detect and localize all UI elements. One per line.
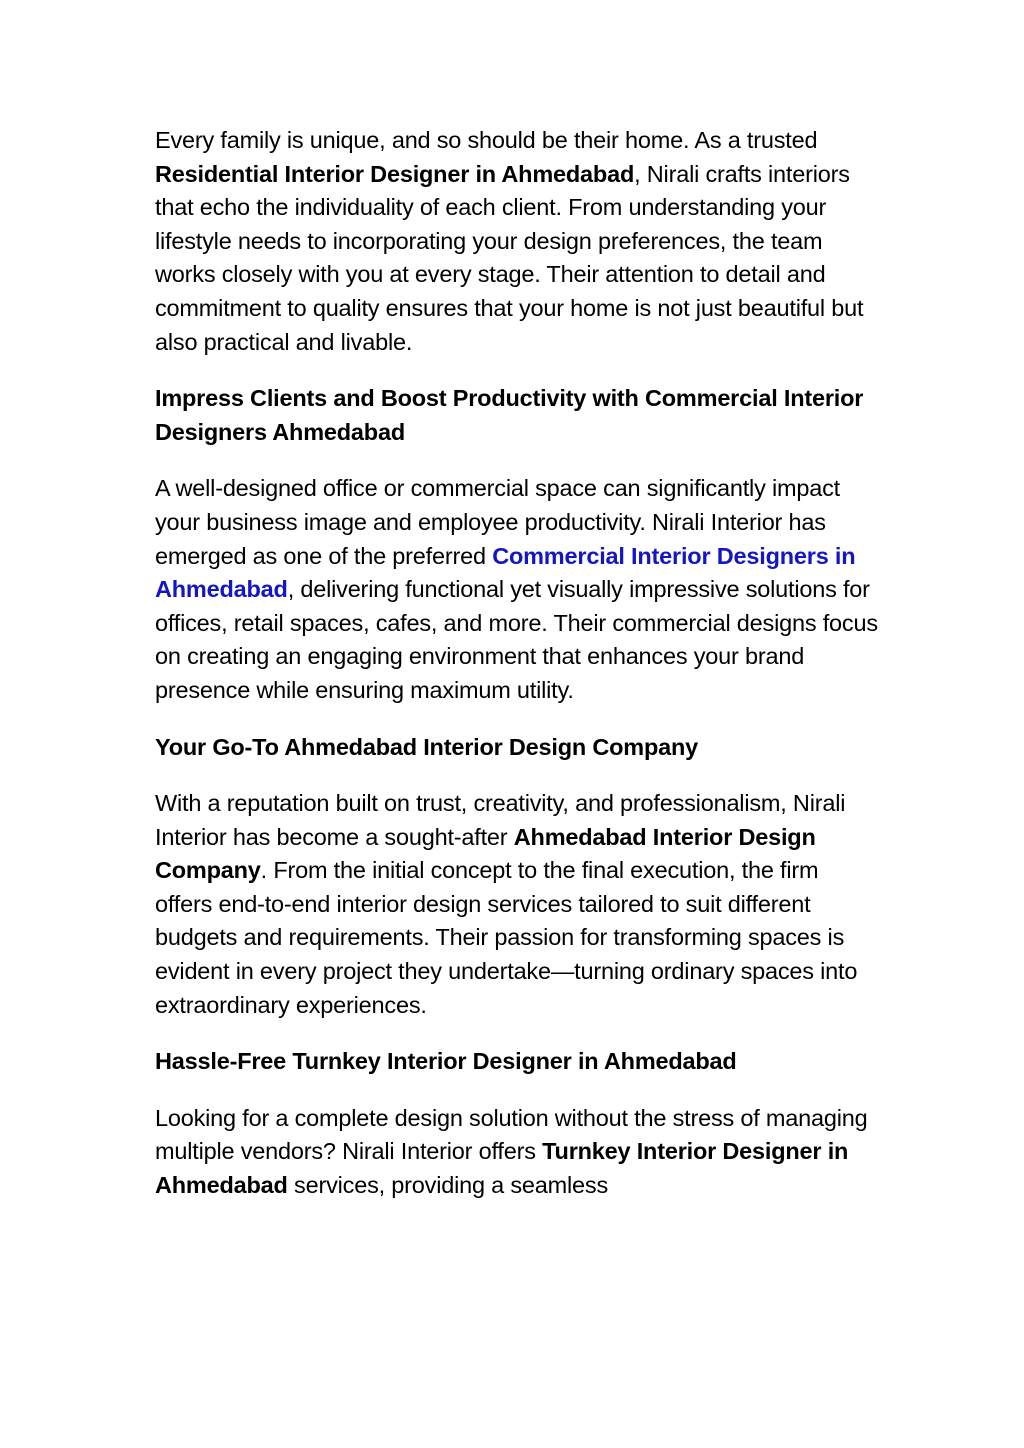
heading-turnkey: Hassle-Free Turnkey Interior Designer in Ahmedabad: [155, 1048, 737, 1075]
paragraph-text: A well-designed office or commercial space can significantly impact your business image and employee productivity. Nirali Interior has emerged as one of the preferred: [155, 475, 840, 569]
paragraph-turnkey: [155, 1102, 880, 1203]
bold-keyword-residential: Residential Interior Designer in Ahmedabad: [155, 160, 635, 187]
paragraph-text: , Nirali crafts interiors that echo the individuality of each client. From understanding your lifestyle needs to incorporating your design preferences, the team works closely with you at every stage. Their attention to detail and commitment to quality ensures that your home is not just beautiful but also practical and livable.: [155, 160, 864, 355]
paragraph-commercial: [155, 472, 880, 707]
paragraph-company: [155, 787, 880, 1022]
commercial-interior-designers-link[interactable]: Commercial Interior Designers in Ahmedabad: [155, 542, 856, 603]
bold-keyword-turnkey: Turnkey Interior Designer in Ahmedabad: [155, 1138, 849, 1199]
bold-keyword-company: Ahmedabad Interior Design Company: [155, 823, 816, 884]
paragraph-text: With a reputation built on trust, creativity, and professionalism, Nirali Interior has become a sought-after: [155, 790, 846, 850]
paragraph-text: . From the initial concept to the final execution, the firm offers end-to-end interior design services tailored to suit different budgets and requirements. Their passion for transforming spaces is evident in every project they undertake—turning ordinary spaces into extraordinary experiences.: [155, 857, 858, 1018]
paragraph-text: services, providing a seamless: [287, 1172, 609, 1199]
heading-company: Your Go-To Ahmedabad Interior Design Company: [155, 733, 699, 760]
paragraph-text: Every family is unique, and so should be their home. As a trusted: [155, 127, 818, 153]
heading-commercial: Impress Clients and Boost Productivity with Commercial Interior Designers Ahmedabad: [155, 385, 864, 445]
document-page: [155, 124, 880, 1226]
paragraph-residential: [155, 124, 880, 359]
paragraph-text: Looking for a complete design solution without the stress of managing multiple vendors? Nirali Interior offers: [155, 1104, 868, 1165]
paragraph-text: , delivering functional yet visually impressive solutions for offices, retail spaces, cafes, and more. Their commercial designs focus on creating an engaging environment that enhances your brand presence while ensuring maximum utility.: [155, 576, 878, 703]
